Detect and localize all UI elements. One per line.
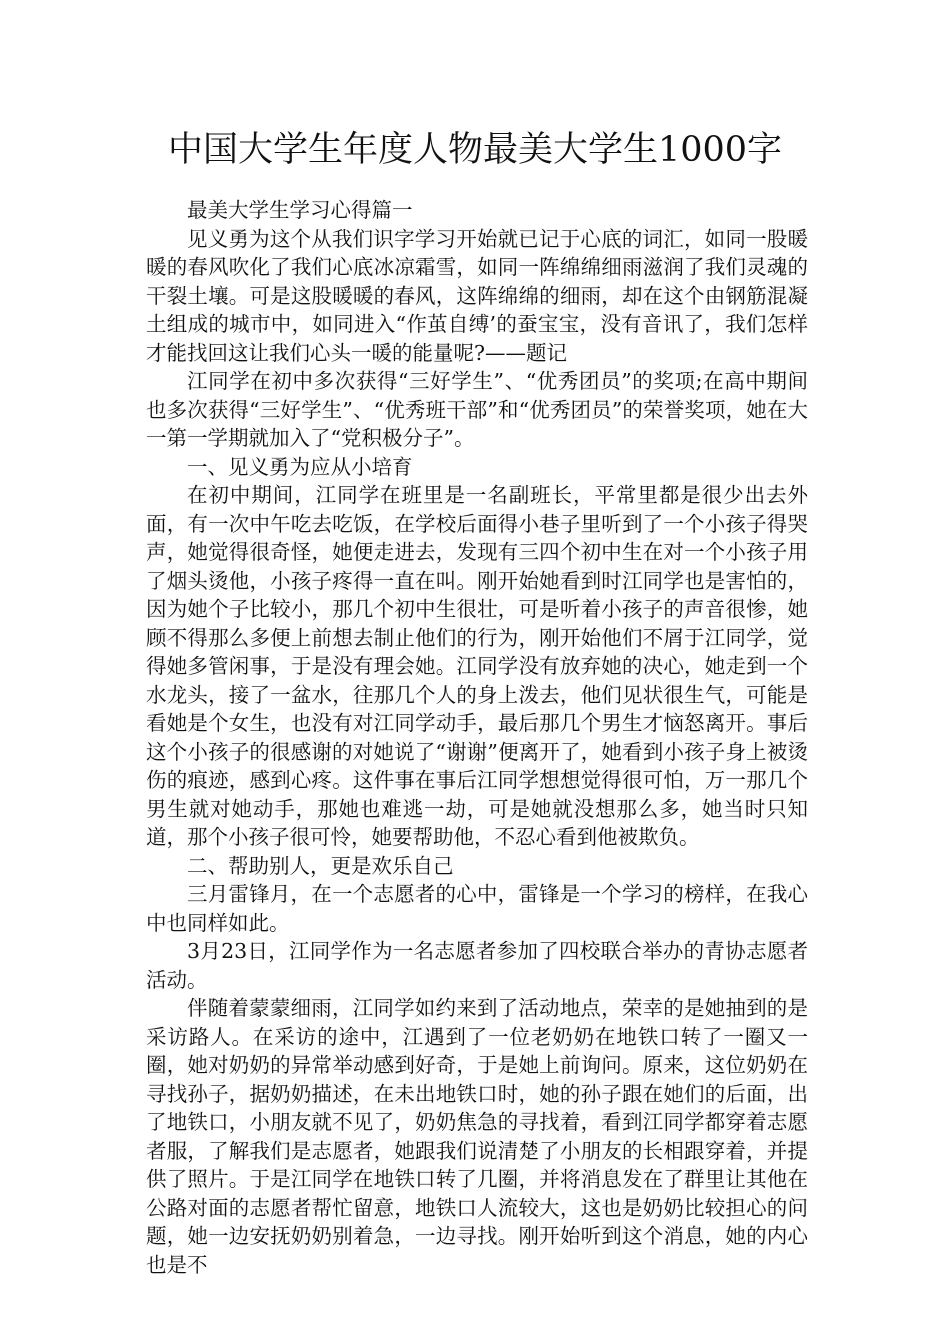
document-body (146, 196, 808, 1279)
paragraph: 3月23日，江同学作为一名志愿者参加了四校联合举办的青协志愿者活动。 (146, 939, 808, 992)
paragraph: 在初中期间，江同学在班里是一名副班长，平常里都是很少出去外面，有一次中午吃去吃饭，在学校后面得小巷子里听到了一个小孩子得哭声，她觉得很奇怪，她便走进去，发现有三四个初中生在对一个小孩子用了烟头烫他，小孩子疼得一直在叫。刚开始她看到时江同学也是害怕的，因为她个子比较小，那几个初中生很壮，可是听着小孩子的声音很惨，她顾不得那么多便上前想去制止他们的行为，刚开始他们不屑于江同学，觉得她多管闲事，于是没有理会她。江同学没有放弃她的决心，她走到一个水龙头，接了一盆水，往那几个人的身上泼去，他们见状很生气，可能是看她是个女生，也没有对江同学动手，最后那几个男生才恼怒离开。事后这个小孩子的很感谢的对她说了“谢谢”便离开了，她看到小孩子身上被烫伤的痕迹，感到心疼。这件事在事后江同学想想觉得很可怕，万一那几个男生就对她动手，那她也难逃一劫，可是她就没想那么多，她当时只知道，那个小孩子很可怜，她要帮助他，不忍心看到他被欺负。 (146, 483, 808, 849)
section-heading: 最美大学生学习心得篇一 (187, 198, 413, 222)
paragraph: 见义勇为这个从我们识字学习开始就已记于心底的词汇，如同一股暖暖的春风吹化了我们心底冰凉霜雪，如同一阵绵绵细雨滋润了我们灵魂的干裂土壤。可是这股暖暖的春风，这阵绵绵的细雨，却在这个由钢筋混凝土组成的城市中，如同进入“作茧自缚’的蚕宝宝，没有音讯了，我们怎样才能找回这让我们心头一暖的能量呢?——题记 (146, 226, 808, 365)
document-title: 中国大学生年度人物最美大学生1000字 (167, 130, 783, 170)
paragraph: 伴随着蒙蒙细雨，江同学如约来到了活动地点，荣幸的是她抽到的是采访路人。在采访的途中，江遇到了一位老奶奶在地铁口转了一圈又一圈，她对奶奶的异常举动感到好奇，于是她上前询问。原来，这位奶奶在寻找孙子，据奶奶描述，在未出地铁口时，她的孙子跟在她们的后面，出了地铁口，小朋友就不见了，奶奶焦急的寻找着，看到江同学都穿着志愿者服，了解我们是志愿者，她跟我们说清楚了小朋友的长相跟穿着，并提供了照片。于是江同学在地铁口转了几圈，并将消息发在了群里让其他在公路对面的志愿者帮忙留意，地铁口人流较大，这也是奶奶比较担心的问题，她一边安抚奶奶别着急，一边寻找。刚开始听到这个消息，她的内心也是不 (146, 996, 808, 1277)
paragraph: 三月雷锋月，在一个志愿者的心中，雷锋是一个学习的榜样，在我心中也同样如此。 (146, 882, 808, 935)
section-heading: 一、见义勇为应从小培育 (187, 454, 413, 479)
section-heading: 二、帮助别人，更是欢乐自己 (187, 853, 454, 878)
paragraph: 江同学在初中多次获得“三好学生”、“优秀团员”的奖项;在高中期间也多次获得“三好学生”、“优秀班干部”和“优秀团员”的荣誉奖项，她在大一第一学期就加入了“党积极分子”。 (146, 369, 808, 450)
